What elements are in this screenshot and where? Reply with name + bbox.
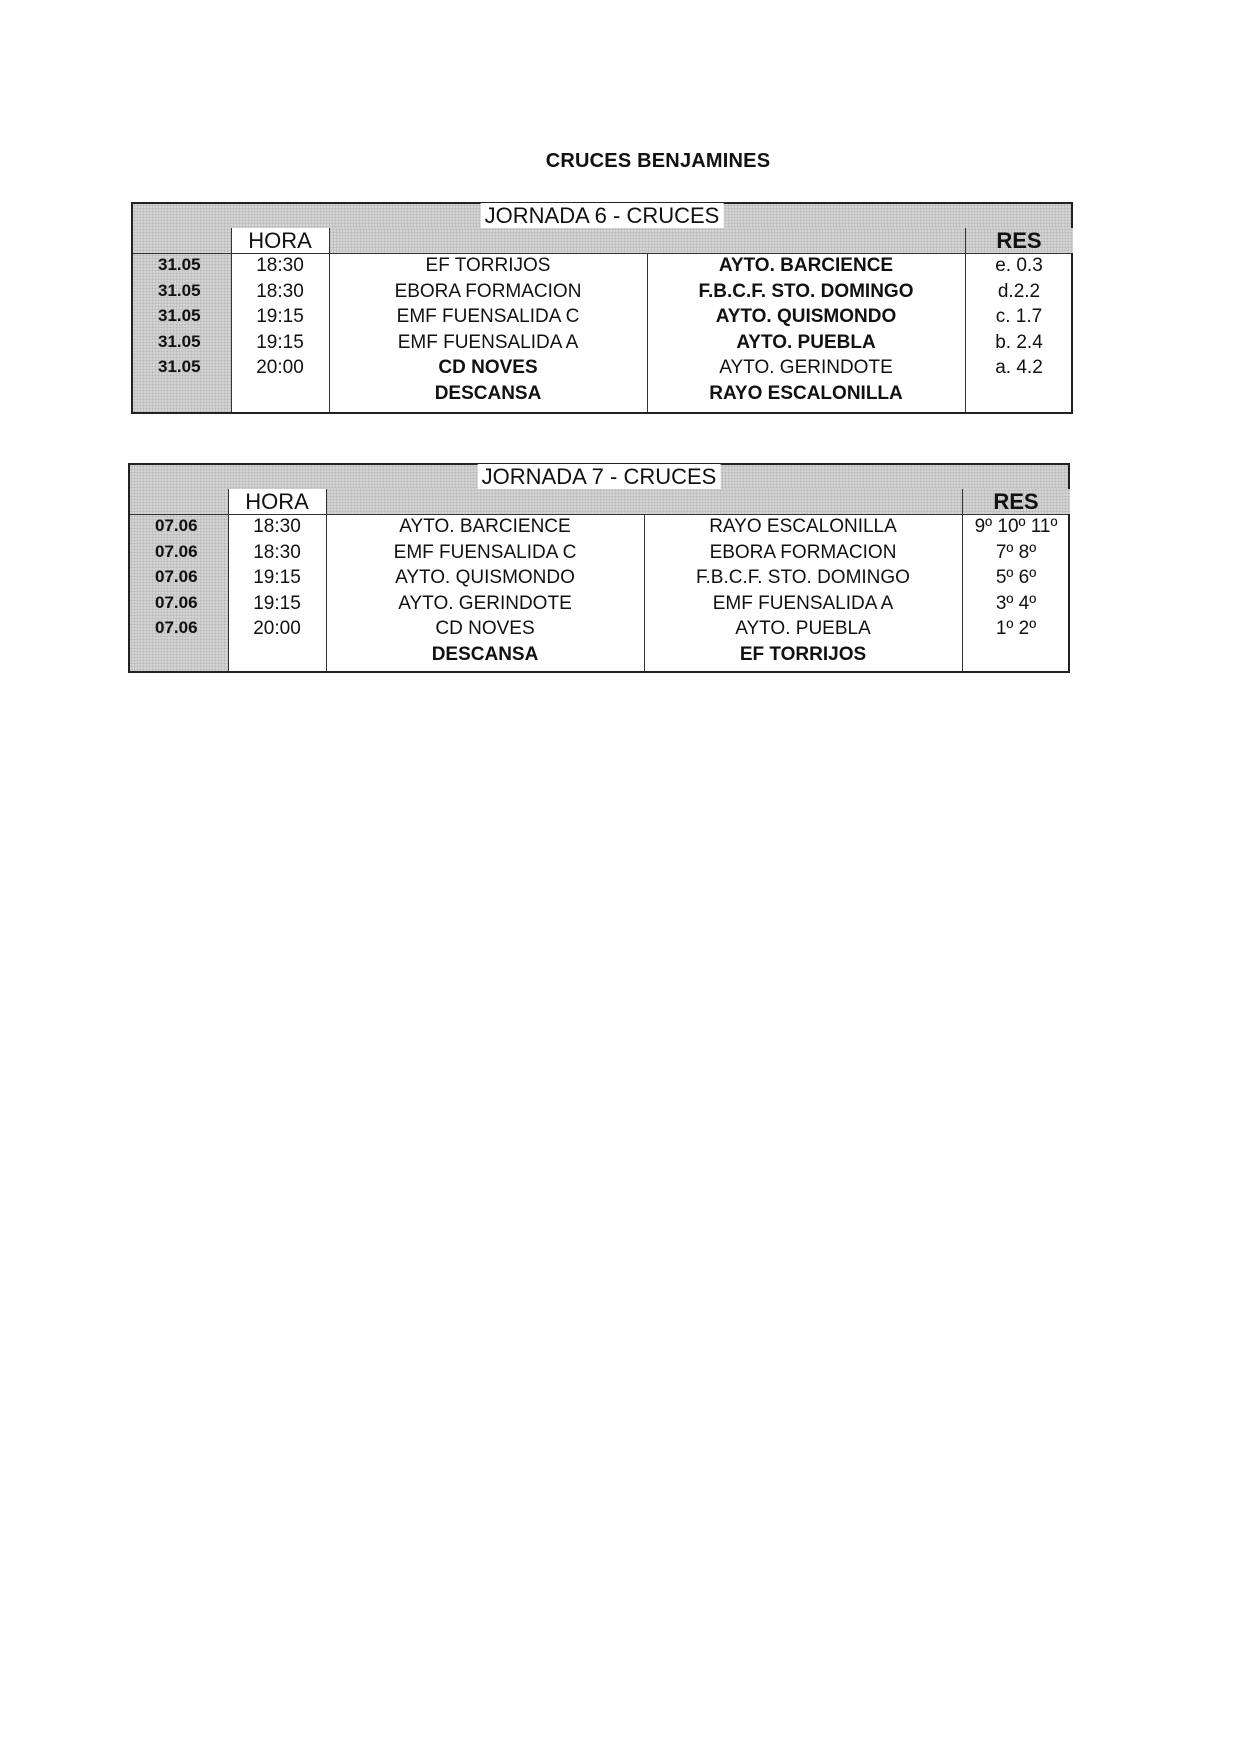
header-teams-shade — [326, 489, 962, 514]
match-result: e. 0.3 — [995, 255, 1043, 276]
jornada-title: JORNADA 7 - CRUCES — [478, 464, 721, 490]
away-team: AYTO. PUEBLA — [735, 618, 871, 639]
away-team: F.B.C.F. STO. DOMINGO — [698, 280, 914, 302]
home-team: EMF FUENSALIDA C — [393, 541, 577, 563]
hora-header: HORA — [231, 228, 329, 253]
match-date: 31.05 — [158, 357, 201, 376]
match-time: 18:30 — [253, 516, 301, 537]
header-row — [133, 228, 1071, 254]
match-time: 18:30 — [256, 255, 304, 276]
match-date: 07.06 — [155, 516, 198, 535]
home-team: CD NOVES — [435, 618, 535, 639]
match-date: 31.05 — [158, 280, 201, 300]
match-date: 31.05 — [158, 306, 201, 325]
header-teams-shade — [329, 228, 965, 253]
away-team: EMF FUENSALIDA A — [712, 592, 894, 614]
match-result: d.2.2 — [997, 280, 1041, 302]
match-result: 7º 8º — [995, 541, 1037, 563]
jornada-banner — [133, 204, 1071, 229]
home-team: CD NOVES — [438, 357, 538, 378]
match-date: 07.06 — [155, 567, 198, 586]
header-date-shade — [130, 489, 228, 514]
match-time: 19:15 — [253, 567, 301, 588]
jornada-table — [131, 202, 1073, 414]
away-team: AYTO. QUISMONDO — [715, 306, 897, 327]
jornada-table — [128, 463, 1070, 673]
jornada-title: JORNADA 6 - CRUCES — [481, 203, 724, 229]
match-time: 19:15 — [253, 592, 301, 614]
away-team: RAYO ESCALONILLA — [709, 516, 897, 537]
document-title: CRUCES BENJAMINES — [545, 150, 771, 172]
away-team: EBORA FORMACION — [709, 541, 897, 563]
away-team: F.B.C.F. STO. DOMINGO — [696, 567, 910, 588]
home-team: AYTO. BARCIENCE — [399, 516, 571, 537]
home-team: EMF FUENSALIDA A — [397, 331, 579, 353]
match-time: 20:00 — [256, 357, 304, 378]
home-team: DESCANSA — [434, 382, 542, 404]
match-date: 07.06 — [155, 592, 198, 612]
jornada-banner — [130, 465, 1068, 490]
res-header: RES — [962, 489, 1070, 514]
away-team: AYTO. PUEBLA — [736, 331, 876, 353]
hora-header: HORA — [228, 489, 326, 514]
match-result: 1º 2º — [995, 618, 1037, 639]
away-team: AYTO. GERINDOTE — [719, 357, 893, 378]
home-team: DESCANSA — [431, 643, 539, 665]
res-header: RES — [965, 228, 1073, 253]
away-team: EF TORRIJOS — [739, 643, 867, 665]
home-team: EF TORRIJOS — [425, 255, 551, 276]
match-date: 31.05 — [158, 255, 201, 274]
home-team: AYTO. QUISMONDO — [395, 567, 575, 588]
away-team: RAYO ESCALONILLA — [709, 382, 903, 404]
header-row — [130, 489, 1068, 515]
match-date: 07.06 — [155, 541, 198, 561]
home-team: AYTO. GERINDOTE — [398, 592, 572, 614]
match-time: 19:15 — [256, 331, 304, 353]
match-time: 20:00 — [253, 618, 301, 639]
match-date: 07.06 — [155, 618, 198, 637]
match-result: 5º 6º — [995, 567, 1037, 588]
header-date-shade — [133, 228, 231, 253]
home-team: EMF FUENSALIDA C — [396, 306, 580, 327]
match-result: a. 4.2 — [995, 357, 1043, 378]
match-result: 3º 4º — [995, 592, 1037, 614]
match-time: 18:30 — [253, 541, 301, 563]
match-date: 31.05 — [158, 331, 201, 351]
match-result: c. 1.7 — [995, 306, 1043, 327]
match-result: b. 2.4 — [995, 331, 1043, 353]
home-team: EBORA FORMACION — [394, 280, 582, 302]
away-team: AYTO. BARCIENCE — [718, 255, 894, 276]
match-time: 18:30 — [256, 280, 304, 302]
match-time: 19:15 — [256, 306, 304, 327]
match-result: 9º 10º 11º — [974, 516, 1058, 537]
